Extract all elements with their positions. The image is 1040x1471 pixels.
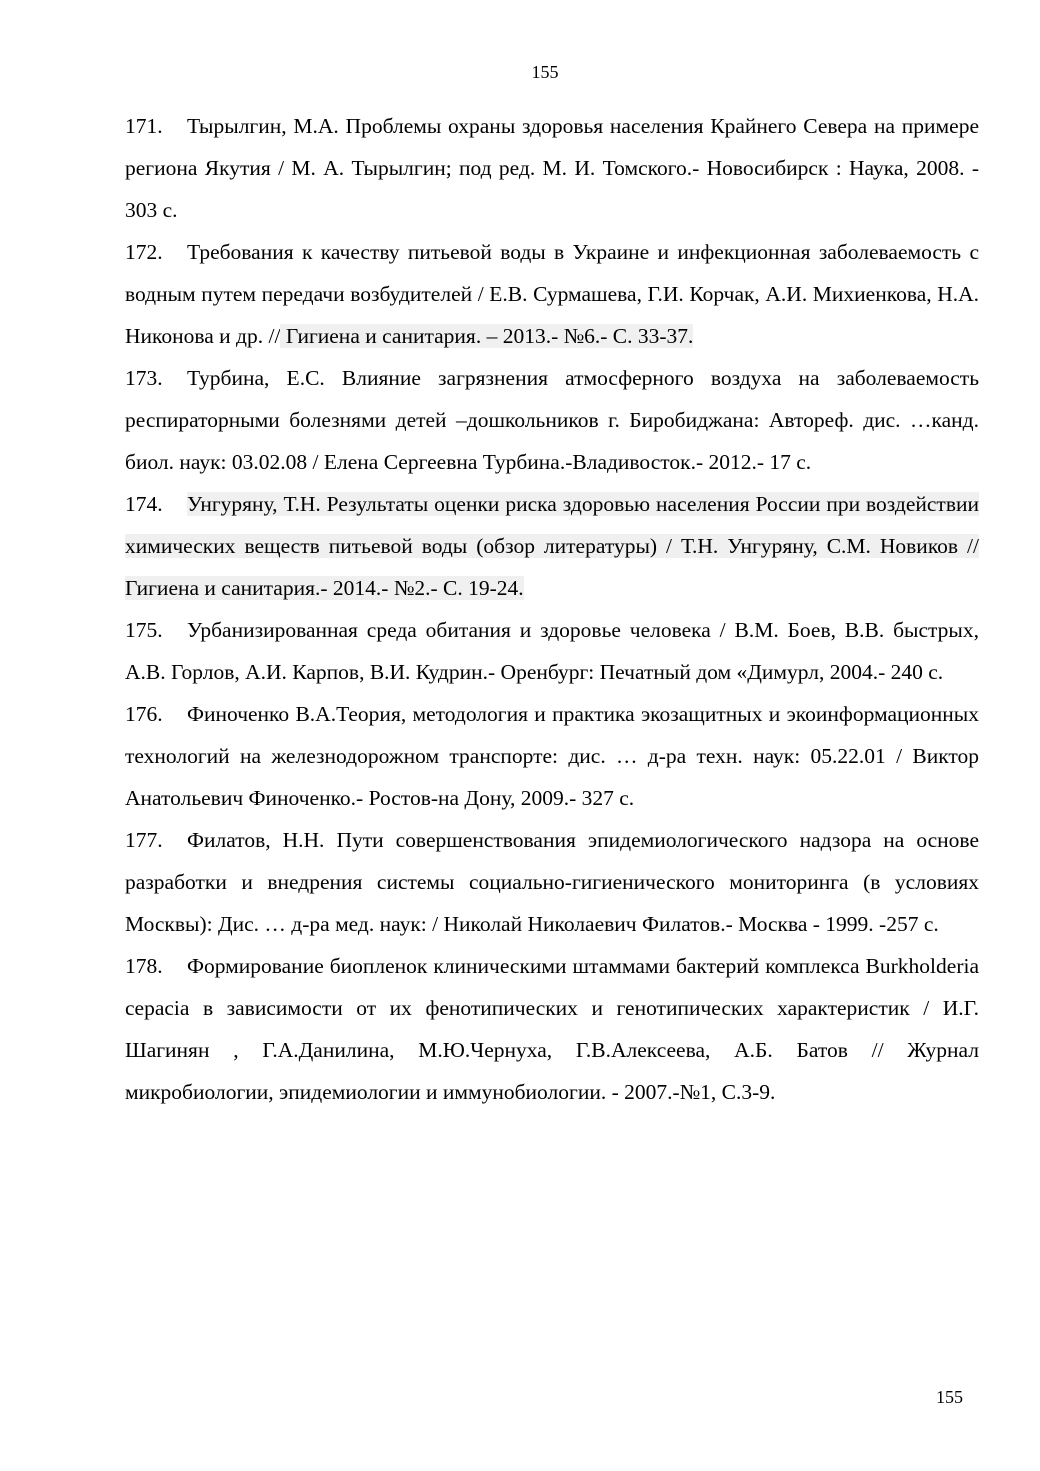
page-number-bottom: 155 xyxy=(936,1387,963,1407)
reference-text: Формирование биопленок клиническими штаммами бактерий комплекса Burkholderia cepacia в зависимости от их фенотипических и генотипических характеристик / И.Г. Шагинян , Г.А.Данилина, М.Ю.Чернуха, Г.В.Алексеева, А.Б. Батов // Журнал микробиологии, эпидемиологии и иммунобиологии. - 2007.-№1, С.3-9. xyxy=(125,954,979,1104)
reference-text: Турбина, Е.С. Влияние загрязнения атмосферного воздуха на заболеваемость респираторными болезнями детей –дошкольников г. Биробиджана: Автореф. дис. …канд. биол. наук: 03.02.08 / Елена Сергеевна Турбина.-Владивосток.- 2012.- 17 с. xyxy=(125,366,979,474)
reference-number: 176. xyxy=(125,702,163,726)
reference-item xyxy=(125,609,979,693)
reference-highlight: Унгуряну, Т.Н. Результаты оценки риска здоровью населения России при воздействии химических веществ питьевой воды (обзор литературы) / Т.Н. Унгуряну, С.М. Новиков // Гигиена и санитария.- 2014.- №2.- С. 19-24. xyxy=(125,492,979,600)
reference-text: Требования к качеству питьевой воды в Украине и инфекционная заболеваемость с водным путем передачи возбудителей / Е.В. Сурмашева, Г.И. Корчак, А.И. Михиенкова, Н.А. Никонова и др. // xyxy=(125,240,979,348)
reference-list xyxy=(125,105,979,1113)
reference-item xyxy=(125,105,979,231)
reference-number: 174. xyxy=(125,492,163,516)
reference-text: Финоченко В.А.Теория, методология и практика экозащитных и экоинформационных технологий на железнодорожном транспорте: дис. … д-ра техн. наук: 05.22.01 / Виктор Анатольевич Финоченко.- Ростов-на Дону, 2009.- 327 с. xyxy=(125,702,979,810)
reference-number: 172. xyxy=(125,240,163,264)
reference-number: 173. xyxy=(125,366,163,390)
reference-number: 177. xyxy=(125,828,163,852)
reference-number: 178. xyxy=(125,954,163,978)
reference-number: 171. xyxy=(125,114,163,138)
reference-item xyxy=(125,483,979,609)
reference-number: 175. xyxy=(125,618,163,642)
reference-text: Тырылгин, М.А. Проблемы охраны здоровья населения Крайнего Севера на примере региона Якутия / М. А. Тырылгин; под ред. М. И. Томского.- Новосибирск : Наука, 2008. - 303 с. xyxy=(125,114,979,222)
reference-item xyxy=(125,231,979,357)
reference-item xyxy=(125,693,979,819)
reference-item xyxy=(125,945,979,1113)
page-number-top: 155 xyxy=(531,62,559,82)
reference-text: Урбанизированная среда обитания и здоровье человека / В.М. Боев, В.В. быстрых, А.В. Горлов, А.И. Карпов, В.И. Кудрин.- Оренбург: Печатный дом «Димурл, 2004.- 240 с. xyxy=(125,618,979,684)
reference-highlight: Гигиена и санитария. – 2013.- №6.- С. 33-37. xyxy=(280,324,694,348)
reference-item xyxy=(125,357,979,483)
reference-item xyxy=(125,819,979,945)
reference-text: Филатов, Н.Н. Пути совершенствования эпидемиологического надзора на основе разработки и внедрения системы социально-гигиенического мониторинга (в условиях Москвы): Дис. … д-ра мед. наук: / Николай Николаевич Филатов.- Москва - 1999. -257 с. xyxy=(125,828,979,936)
